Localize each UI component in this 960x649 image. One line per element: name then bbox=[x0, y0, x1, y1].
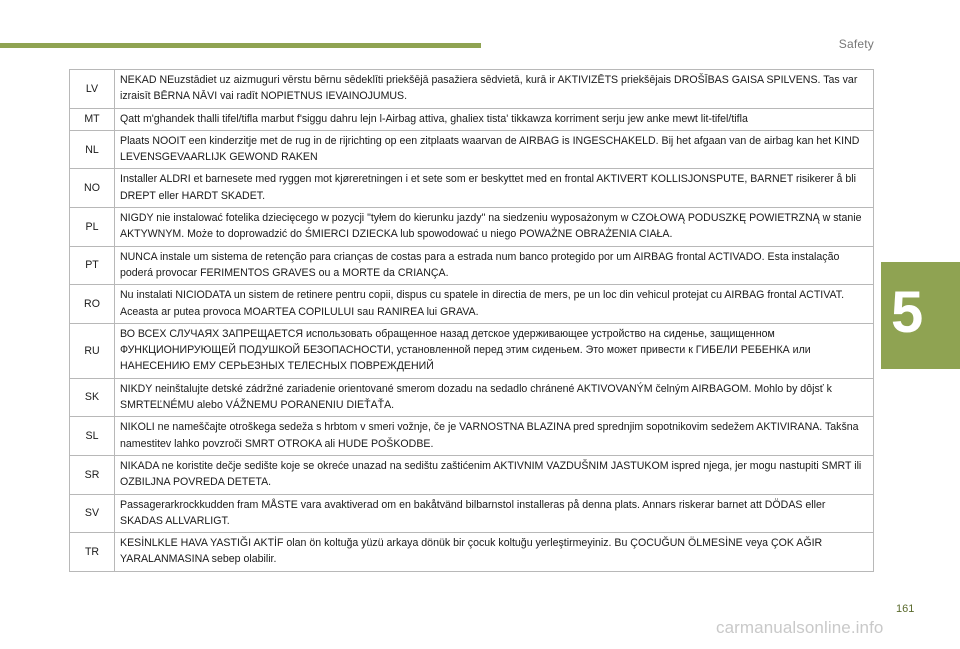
language-code: PL bbox=[70, 208, 115, 247]
warning-text: Qatt m'ghandek thalli tifel/tifla marbut f'siggu dahru lejn l-Airbag attiva, ghaliex tista' tikkawza korriment serju jew anke mewt lit-tifel/tifla bbox=[115, 108, 874, 130]
table-row bbox=[70, 130, 874, 169]
warning-text: Nu instalati NICIODATA un sistem de retinere pentru copii, dispus cu spatele in directia de mers, pe un loc din vehicul protejat cu AIRBAG frontal ACTIVAT. Aceasta ar putea provoca MOARTEA COPILULUI sau RANIREA lui GRAVA. bbox=[115, 285, 874, 324]
language-code: LV bbox=[70, 70, 115, 109]
warning-text: ВО ВСЕХ СЛУЧАЯХ ЗАПРЕЩАЕТСЯ использовать обращенное назад детское удерживающее устройство на сиденье, защищенном ФУНКЦИОНИРУЮЩЕЙ ПОДУШКОЙ БЕЗОПАСНОСТИ, установленной перед этим сиденьем. Это может привести к ГИБЕЛИ РЕБЕНКА или НАНЕСЕНИЮ ЕМУ СЕРЬЕЗНЫХ ТЕЛЕСНЫХ ПОВРЕЖДЕНИЙ bbox=[115, 323, 874, 378]
watermark: carmanualsonline.info bbox=[716, 618, 884, 637]
table-row bbox=[70, 455, 874, 494]
table-row bbox=[70, 70, 874, 109]
table-row bbox=[70, 108, 874, 130]
language-code: NL bbox=[70, 130, 115, 169]
warning-text: NIGDY nie instalować fotelika dziecięcego w pozycji "tyłem do kierunku jazdy" na siedzeniu wyposażonym w CZOŁOWĄ PODUSZKĘ POWIETRZNĄ w stanie AKTYWNYM. Może to doprowadzić do ŚMIERCI DZIECKA lub spowodować u niego POWAŻNE OBRAŻENIA CIAŁA. bbox=[115, 208, 874, 247]
language-code: RU bbox=[70, 323, 115, 378]
table-row bbox=[70, 494, 874, 533]
table-row bbox=[70, 533, 874, 572]
warning-text: NIKADA ne koristite dečje sedište koje se okreće unazad na sedištu zaštićenim AKTIVNIM VAZDUŠNIM JASTUKOM ispred njega, jer mogu nastupiti SMRT ili OZBILJNA POVREDA DETETA. bbox=[115, 455, 874, 494]
language-code: NO bbox=[70, 169, 115, 208]
chapter-number: 5 bbox=[891, 280, 924, 345]
page-number: 161 bbox=[896, 603, 915, 615]
language-code: SL bbox=[70, 417, 115, 456]
section-title: Safety bbox=[838, 37, 874, 51]
table-row bbox=[70, 285, 874, 324]
language-code: SV bbox=[70, 494, 115, 533]
table-row bbox=[70, 246, 874, 285]
warning-text: Plaats NOOIT een kinderzitje met de rug in de rijrichting op een zitplaats waarvan de AIRBAG is INGESCHAKELD. Bij het afgaan van de airbag kan het KIND LEVENSGEVAARLIJK GEWOND RAKEN bbox=[115, 130, 874, 169]
warning-text: KESİNLKLE HAVA YASTIĞI AKTİF olan ön koltuğa yüzü arkaya dönük bir çocuk koltuğu yerleştirmeyiniz. Bu ÇOCUĞUN ÖLMESİNE veya ÇOK AĞIR YARALANMASINA sebep olabilir. bbox=[115, 533, 874, 572]
language-code: PT bbox=[70, 246, 115, 285]
language-code: MT bbox=[70, 108, 115, 130]
language-code: RO bbox=[70, 285, 115, 324]
language-code: TR bbox=[70, 533, 115, 572]
table-row bbox=[70, 169, 874, 208]
table-row bbox=[70, 417, 874, 456]
warning-text: Installer ALDRI et barnesete med ryggen mot kjøreretningen i et sete som er beskyttet med en frontal AKTIVERT KOLLISJONSPUTE, BARNET risikerer å bli DREPT eller HARDT SKADET. bbox=[115, 169, 874, 208]
header-accent-bar bbox=[0, 43, 481, 48]
language-code: SK bbox=[70, 378, 115, 417]
warning-text: NEKAD NEuzstādiet uz aizmuguri vērstu bērnu sēdeklīti priekšējā pasažiera sēdvietā, kurā ir AKTIVIZĒTS priekšējais DROŠĪBAS GAISA SPILVENS. Tas var izraisīt BĒRNA NĀVI vai radīt NOPIETNUS IEVAINOJUMUS. bbox=[115, 70, 874, 109]
table-row bbox=[70, 208, 874, 247]
warning-table-body bbox=[70, 70, 874, 572]
warning-text: NUNCA instale um sistema de retenção para crianças de costas para a estrada num banco protegido por um AIRBAG frontal ACTIVADO. Esta instalação poderá provocar FERIMENTOS GRAVES ou a MORTE da CRIANÇA. bbox=[115, 246, 874, 285]
table-row bbox=[70, 378, 874, 417]
warning-text: NIKDY neinštalujte detské zádržné zariadenie orientované smerom dozadu na sedadlo chránené AKTIVOVANÝM čelným AIRBAGOM. Mohlo by dôjsť k SMRTEĽNÉMU alebo VÁŽNEMU PORANENIU DIEŤAŤA. bbox=[115, 378, 874, 417]
warning-text: Passagerarkrockkudden fram MÅSTE vara avaktiverad om en bakåtvänd bilbarnstol installeras på denna plats. Annars riskerar barnet att DÖDAS eller SKADAS ALLVARLIGT. bbox=[115, 494, 874, 533]
airbag-warning-table bbox=[69, 69, 874, 572]
warning-text: NIKOLI ne nameščajte otroškega sedeža s hrbtom v smeri vožnje, če je VARNOSTNA BLAZINA pred sprednjim sopotnikovim sedežem AKTIVIRANA. Takšna namestitev lahko povzroči SMRT OTROKA ali HUDE POŠKODBE. bbox=[115, 417, 874, 456]
language-code: SR bbox=[70, 455, 115, 494]
table-row bbox=[70, 323, 874, 378]
